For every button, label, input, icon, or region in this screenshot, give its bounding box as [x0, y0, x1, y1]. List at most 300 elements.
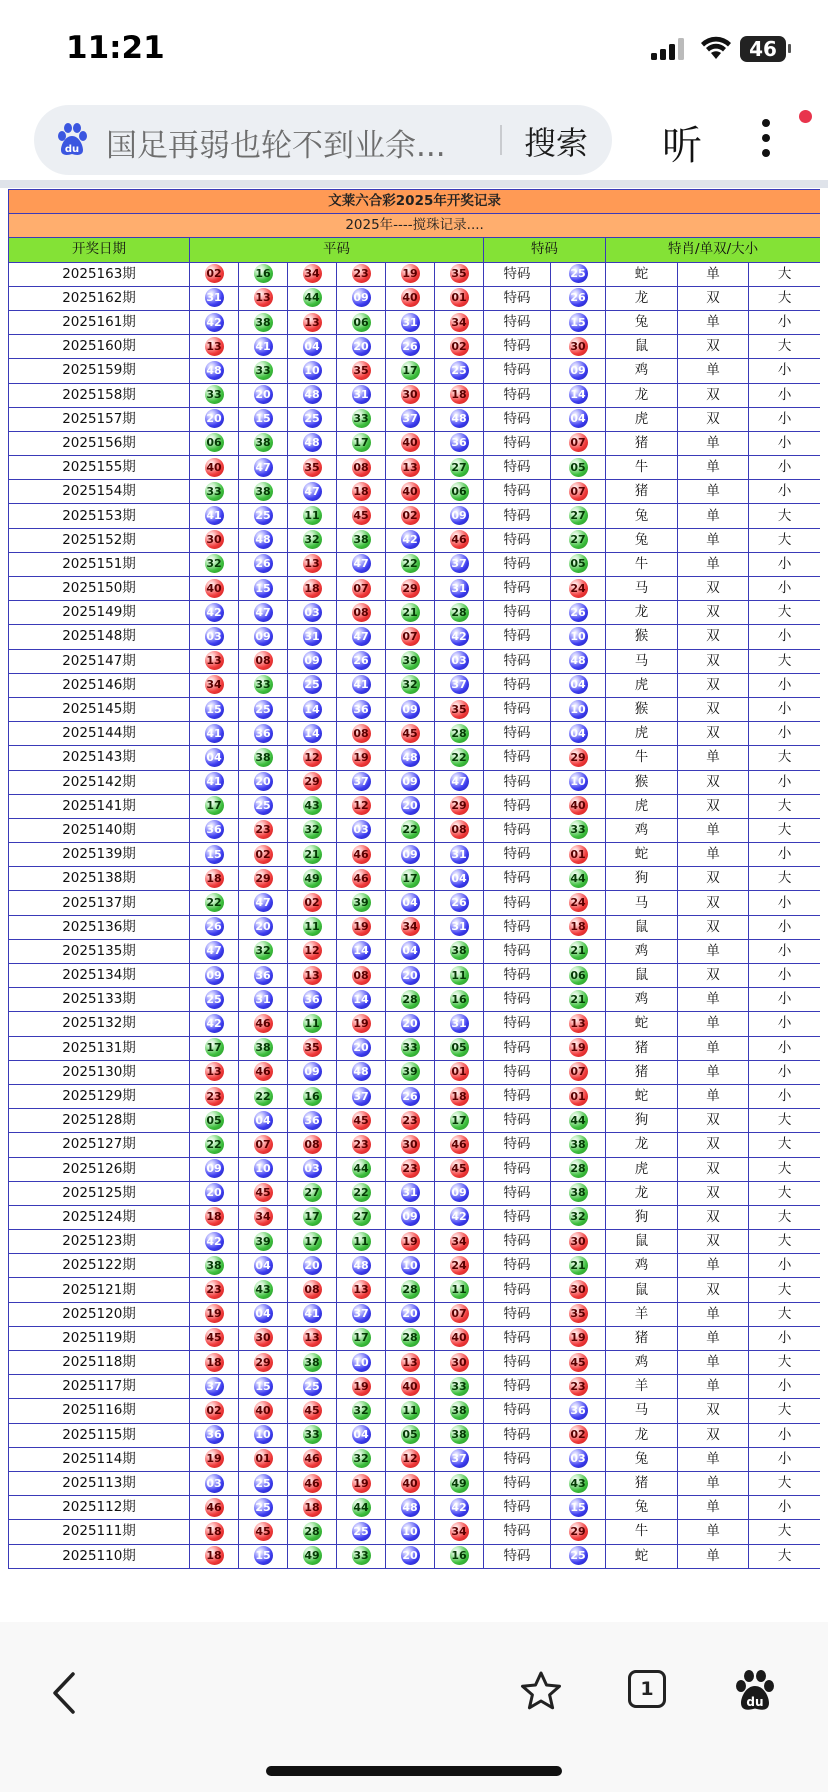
number-ball-cell: [435, 1496, 484, 1520]
number-ball-cell: [239, 867, 288, 891]
parity: 单: [678, 1375, 749, 1399]
table-row: [9, 770, 821, 794]
table-row: [9, 1133, 821, 1157]
number-ball: 47: [303, 482, 322, 501]
number-ball-cell: [386, 431, 435, 455]
special-ball-cell: [551, 1230, 606, 1254]
number-ball-cell: [288, 1375, 337, 1399]
number-ball-cell: [190, 1520, 239, 1544]
number-ball: 46: [254, 1014, 273, 1033]
number-ball-cell: [386, 1205, 435, 1229]
draw-issue: 2025124期: [9, 1205, 190, 1229]
special-ball-cell: [551, 504, 606, 528]
number-ball-cell: [190, 1278, 239, 1302]
number-ball-cell: [239, 1278, 288, 1302]
number-ball: 09: [205, 1159, 224, 1178]
bottom-toolbar: [0, 1622, 828, 1792]
table-row: [9, 1326, 821, 1350]
number-ball: 29: [450, 796, 469, 815]
number-ball: 31: [205, 288, 224, 307]
number-ball-cell: [239, 1520, 288, 1544]
address-search-bar[interactable]: [34, 105, 612, 175]
number-ball: 02: [205, 264, 224, 283]
number-ball: 26: [401, 337, 420, 356]
special-ball: 10: [569, 772, 588, 791]
special-ball: 05: [569, 458, 588, 477]
special-ball: 15: [569, 313, 588, 332]
number-ball-cell: [190, 528, 239, 552]
draw-issue: 2025122期: [9, 1254, 190, 1278]
number-ball: 18: [205, 1353, 224, 1372]
number-ball: 17: [303, 1207, 322, 1226]
number-ball-cell: [190, 1302, 239, 1326]
draw-issue: 2025149期: [9, 601, 190, 625]
number-ball: 36: [254, 966, 273, 985]
number-ball-cell: [190, 1205, 239, 1229]
draw-issue: 2025120期: [9, 1302, 190, 1326]
special-label: 特码: [484, 939, 551, 963]
number-ball: 04: [352, 1425, 371, 1444]
special-ball: 27: [569, 530, 588, 549]
number-ball: 23: [254, 820, 273, 839]
special-ball: 30: [569, 337, 588, 356]
number-ball-cell: [435, 1109, 484, 1133]
special-ball-cell: [551, 383, 606, 407]
number-ball-cell: [386, 1326, 435, 1350]
special-ball: 29: [569, 748, 588, 767]
number-ball: 33: [450, 1377, 469, 1396]
parity: 双: [678, 1230, 749, 1254]
number-ball-cell: [190, 1060, 239, 1084]
number-ball-cell: [190, 818, 239, 842]
number-ball-cell: [288, 577, 337, 601]
special-ball-cell: [551, 480, 606, 504]
draw-issue: 2025129期: [9, 1084, 190, 1108]
size: 大: [749, 528, 821, 552]
number-ball-cell: [288, 335, 337, 359]
number-ball: 43: [254, 1280, 273, 1299]
parity: 单: [678, 1254, 749, 1278]
draw-issue: 2025131期: [9, 1036, 190, 1060]
number-ball-cell: [386, 456, 435, 480]
number-ball-cell: [337, 843, 386, 867]
size: 小: [749, 1060, 821, 1084]
table-row: [9, 335, 821, 359]
special-ball-cell: [551, 1520, 606, 1544]
number-ball-cell: [435, 818, 484, 842]
number-ball: 40: [401, 433, 420, 452]
number-ball-cell: [435, 1157, 484, 1181]
number-ball-cell: [190, 407, 239, 431]
number-ball: 09: [401, 700, 420, 719]
number-ball-cell: [337, 625, 386, 649]
size: 小: [749, 1423, 821, 1447]
zodiac: 蛇: [606, 843, 678, 867]
zodiac: 鼠: [606, 964, 678, 988]
special-label: 特码: [484, 1205, 551, 1229]
special-ball: 09: [569, 361, 588, 380]
number-ball-cell: [386, 1471, 435, 1495]
draw-issue: 2025132期: [9, 1012, 190, 1036]
parity: 双: [678, 1181, 749, 1205]
number-ball-cell: [190, 1447, 239, 1471]
zodiac: 兔: [606, 1447, 678, 1471]
table-row: [9, 1447, 821, 1471]
number-ball-cell: [288, 843, 337, 867]
number-ball-cell: [190, 1496, 239, 1520]
number-ball-cell: [337, 1084, 386, 1108]
number-ball: 36: [254, 724, 273, 743]
draw-issue: 2025160期: [9, 335, 190, 359]
number-ball-cell: [386, 383, 435, 407]
number-ball-cell: [239, 1012, 288, 1036]
table-row: [9, 1036, 821, 1060]
table-row: [9, 1496, 821, 1520]
number-ball: 42: [450, 627, 469, 646]
number-ball: 19: [352, 917, 371, 936]
number-ball: 39: [352, 893, 371, 912]
number-ball: 48: [401, 748, 420, 767]
number-ball: 28: [450, 603, 469, 622]
number-ball-cell: [386, 867, 435, 891]
draw-issue: 2025143期: [9, 746, 190, 770]
special-ball-cell: [551, 1447, 606, 1471]
number-ball-cell: [190, 262, 239, 286]
number-ball-cell: [288, 988, 337, 1012]
number-ball-cell: [435, 335, 484, 359]
number-ball: 21: [401, 603, 420, 622]
number-ball: 17: [303, 1232, 322, 1251]
table-row: [9, 964, 821, 988]
number-ball: 33: [205, 385, 224, 404]
zodiac: 鸡: [606, 1254, 678, 1278]
number-ball-cell: [386, 286, 435, 310]
number-ball-cell: [435, 625, 484, 649]
number-ball-cell: [337, 601, 386, 625]
number-ball-cell: [386, 335, 435, 359]
special-ball: 28: [569, 1159, 588, 1178]
number-ball-cell: [190, 456, 239, 480]
number-ball-cell: [239, 915, 288, 939]
size: 大: [749, 746, 821, 770]
number-ball: 32: [205, 554, 224, 573]
number-ball: 42: [450, 1498, 469, 1517]
number-ball-cell: [288, 1423, 337, 1447]
special-ball: 21: [569, 1256, 588, 1275]
number-ball-cell: [435, 1375, 484, 1399]
number-ball: 39: [254, 1232, 273, 1251]
number-ball: 09: [401, 772, 420, 791]
number-ball: 38: [205, 1256, 224, 1275]
zodiac: 兔: [606, 504, 678, 528]
header-draw-date: 开奖日期: [9, 238, 190, 262]
number-ball: 03: [205, 627, 224, 646]
number-ball-cell: [239, 1157, 288, 1181]
number-ball: 47: [254, 458, 273, 477]
number-ball: 45: [352, 506, 371, 525]
special-ball-cell: [551, 431, 606, 455]
special-ball: 03: [569, 1449, 588, 1468]
number-ball: 45: [352, 1111, 371, 1130]
special-ball-cell: [551, 601, 606, 625]
number-ball-cell: [337, 504, 386, 528]
number-ball: 13: [205, 1062, 224, 1081]
number-ball-cell: [239, 456, 288, 480]
number-ball: 38: [450, 1401, 469, 1420]
more-options-icon[interactable]: [761, 118, 771, 158]
number-ball: 48: [303, 385, 322, 404]
parity: 双: [678, 891, 749, 915]
number-ball-cell: [190, 1109, 239, 1133]
table-row: [9, 456, 821, 480]
table-row: [9, 504, 821, 528]
number-ball: 12: [303, 941, 322, 960]
number-ball: 33: [254, 675, 273, 694]
number-ball: 42: [450, 1207, 469, 1226]
table-row: [9, 359, 821, 383]
number-ball: 40: [401, 1377, 420, 1396]
number-ball-cell: [190, 310, 239, 334]
number-ball-cell: [190, 649, 239, 673]
special-label: 特码: [484, 1157, 551, 1181]
size: 小: [749, 1496, 821, 1520]
zodiac: 蛇: [606, 1012, 678, 1036]
zodiac: 猪: [606, 431, 678, 455]
zodiac: 猴: [606, 625, 678, 649]
number-ball: 10: [254, 1159, 273, 1178]
number-ball-cell: [386, 794, 435, 818]
number-ball: 09: [303, 1062, 322, 1081]
table-row: [9, 1181, 821, 1205]
number-ball-cell: [239, 722, 288, 746]
zodiac: 狗: [606, 867, 678, 891]
number-ball: 25: [303, 1377, 322, 1396]
number-ball-cell: [288, 964, 337, 988]
size: 小: [749, 431, 821, 455]
size: 大: [749, 1230, 821, 1254]
number-ball-cell: [288, 1205, 337, 1229]
draw-issue: 2025140期: [9, 818, 190, 842]
number-ball: 26: [450, 893, 469, 912]
back-arrow-icon[interactable]: [52, 1672, 76, 1714]
number-ball-cell: [386, 1060, 435, 1084]
zodiac: 鸡: [606, 359, 678, 383]
zodiac: 马: [606, 891, 678, 915]
number-ball: 08: [450, 820, 469, 839]
size: 小: [749, 915, 821, 939]
size: 大: [749, 1399, 821, 1423]
special-label: 特码: [484, 746, 551, 770]
number-ball: 40: [401, 1474, 420, 1493]
parity: 单: [678, 818, 749, 842]
size: 小: [749, 480, 821, 504]
number-ball: 30: [205, 530, 224, 549]
number-ball: 40: [401, 288, 420, 307]
number-ball-cell: [337, 1181, 386, 1205]
number-ball-cell: [386, 891, 435, 915]
number-ball-cell: [190, 1133, 239, 1157]
special-ball: 05: [569, 554, 588, 573]
number-ball-cell: [288, 359, 337, 383]
draw-issue: 2025155期: [9, 456, 190, 480]
number-ball: 29: [401, 579, 420, 598]
baidu-paw-button-icon[interactable]: [734, 1670, 776, 1712]
listen-button[interactable]: 听: [662, 123, 702, 169]
table-row: [9, 577, 821, 601]
zodiac: 猪: [606, 1060, 678, 1084]
number-ball: 35: [450, 700, 469, 719]
size: 大: [749, 649, 821, 673]
number-ball-cell: [288, 891, 337, 915]
tabs-button[interactable]: 1: [628, 1670, 666, 1708]
number-ball: 41: [254, 337, 273, 356]
number-ball: 25: [450, 361, 469, 380]
number-ball: 25: [254, 700, 273, 719]
zodiac: 虎: [606, 407, 678, 431]
number-ball: 05: [401, 1425, 420, 1444]
number-ball: 24: [450, 1256, 469, 1275]
number-ball-cell: [190, 383, 239, 407]
draw-issue: 2025158期: [9, 383, 190, 407]
number-ball: 19: [352, 748, 371, 767]
number-ball-cell: [239, 1254, 288, 1278]
number-ball-cell: [435, 915, 484, 939]
size: 小: [749, 964, 821, 988]
number-ball-cell: [435, 697, 484, 721]
number-ball-cell: [386, 697, 435, 721]
draw-issue: 2025121期: [9, 1278, 190, 1302]
number-ball-cell: [239, 383, 288, 407]
number-ball-cell: [190, 770, 239, 794]
special-label: 特码: [484, 262, 551, 286]
number-ball: 18: [352, 482, 371, 501]
number-ball: 19: [205, 1449, 224, 1468]
draw-issue: 2025148期: [9, 625, 190, 649]
number-ball-cell: [435, 988, 484, 1012]
number-ball: 03: [303, 603, 322, 622]
special-label: 特码: [484, 1084, 551, 1108]
number-ball: 04: [401, 941, 420, 960]
number-ball: 47: [352, 554, 371, 573]
special-label: 特码: [484, 1012, 551, 1036]
special-ball: 23: [569, 1377, 588, 1396]
number-ball: 17: [352, 433, 371, 452]
number-ball: 41: [205, 772, 224, 791]
table-row: [9, 1254, 821, 1278]
number-ball: 35: [303, 458, 322, 477]
number-ball: 34: [205, 675, 224, 694]
table-row: [9, 1544, 821, 1568]
size: 小: [749, 1084, 821, 1108]
zodiac: 牛: [606, 456, 678, 480]
special-ball-cell: [551, 1351, 606, 1375]
number-ball-cell: [239, 1399, 288, 1423]
number-ball-cell: [288, 649, 337, 673]
special-ball: 27: [569, 506, 588, 525]
special-ball-cell: [551, 1375, 606, 1399]
size: 小: [749, 383, 821, 407]
number-ball-cell: [239, 1036, 288, 1060]
number-ball-cell: [190, 915, 239, 939]
number-ball-cell: [337, 1012, 386, 1036]
parity: 双: [678, 601, 749, 625]
special-ball: 35: [569, 1304, 588, 1323]
number-ball-cell: [337, 577, 386, 601]
number-ball-cell: [337, 867, 386, 891]
number-ball: 01: [450, 1062, 469, 1081]
number-ball-cell: [239, 601, 288, 625]
special-label: 特码: [484, 697, 551, 721]
parity: 双: [678, 286, 749, 310]
number-ball: 04: [205, 748, 224, 767]
parity: 双: [678, 383, 749, 407]
number-ball-cell: [435, 310, 484, 334]
number-ball-cell: [435, 1399, 484, 1423]
number-ball: 08: [352, 603, 371, 622]
draw-issue: 2025147期: [9, 649, 190, 673]
table-row: [9, 1520, 821, 1544]
number-ball-cell: [386, 964, 435, 988]
size: 大: [749, 1471, 821, 1495]
number-ball: 44: [352, 1159, 371, 1178]
draw-issue: 2025163期: [9, 262, 190, 286]
number-ball-cell: [239, 891, 288, 915]
number-ball-cell: [239, 1326, 288, 1350]
draw-issue: 2025133期: [9, 988, 190, 1012]
number-ball-cell: [386, 1278, 435, 1302]
special-ball: 04: [569, 409, 588, 428]
number-ball: 34: [401, 917, 420, 936]
size: 小: [749, 939, 821, 963]
star-bookmark-icon[interactable]: [519, 1670, 563, 1712]
special-ball: 25: [569, 264, 588, 283]
special-ball-cell: [551, 843, 606, 867]
number-ball: 18: [205, 1207, 224, 1226]
number-ball: 13: [401, 1353, 420, 1372]
special-ball: 29: [569, 1522, 588, 1541]
number-ball-cell: [239, 673, 288, 697]
parity: 双: [678, 1278, 749, 1302]
size: 大: [749, 1181, 821, 1205]
number-ball: 16: [254, 264, 273, 283]
number-ball: 48: [303, 433, 322, 452]
parity: 双: [678, 1157, 749, 1181]
number-ball-cell: [288, 625, 337, 649]
number-ball-cell: [190, 1084, 239, 1108]
special-ball-cell: [551, 1423, 606, 1447]
table-row: [9, 867, 821, 891]
zodiac: 猴: [606, 697, 678, 721]
draw-issue: 2025114期: [9, 1447, 190, 1471]
number-ball: 16: [450, 990, 469, 1009]
zodiac: 蛇: [606, 262, 678, 286]
special-ball-cell: [551, 988, 606, 1012]
table-row: [9, 843, 821, 867]
number-ball-cell: [190, 335, 239, 359]
search-query-text[interactable]: 国足再弱也轮不到业余...: [106, 128, 446, 164]
zodiac: 鸡: [606, 988, 678, 1012]
zodiac: 羊: [606, 1302, 678, 1326]
number-ball-cell: [288, 504, 337, 528]
search-button[interactable]: 搜索: [524, 124, 589, 162]
number-ball: 45: [254, 1183, 273, 1202]
number-ball: 33: [352, 1546, 371, 1565]
parity: 双: [678, 1205, 749, 1229]
special-ball: 14: [569, 385, 588, 404]
draw-issue: 2025136期: [9, 915, 190, 939]
number-ball-cell: [337, 1520, 386, 1544]
number-ball: 32: [352, 1401, 371, 1420]
